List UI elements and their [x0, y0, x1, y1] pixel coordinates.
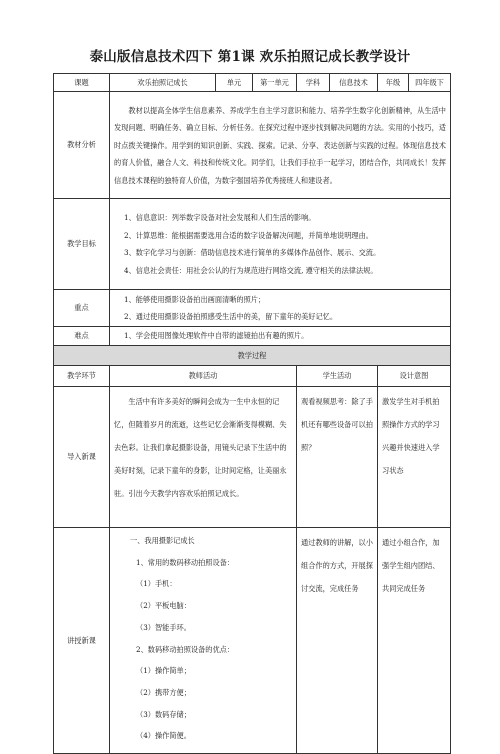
design-intent: 激发学生对手机拍照操作方式的学习兴趣并快速进入学习状态 [378, 387, 451, 528]
unit-value: 第一单元 [253, 74, 297, 92]
analysis-text: 教材以提高全体学生信息素养、养成学生自主学习意识和能力、培养学生数字化创新精神，从生活中发现问题、明确任务、确立目标、分析任务。在探究过程中逐步找到解决问题的方法。实用的小技巧，适时点拨关键操作。用学到的知识创新、实践、探索。记录、分享、表达创新与实践的过程。体现信息技术的育人价值，融合人文、科技和传统文化。同学们，让我们手拉手一起学习，团结合作，共同成长！发挥信息技术课程的独特育人价值，为数字强国培养优秀接班人和建设者。 [110, 92, 451, 199]
col-step: 教学环节 [54, 366, 110, 387]
col-student: 学生活动 [297, 366, 378, 387]
teacher-line: （1）手机： [136, 579, 177, 589]
difficulty-item: 1、学会使用图像处理软件中自带的滤镜拍出有趣的照片。 [124, 331, 309, 341]
process-heading-row [54, 346, 451, 366]
student-activity: 观看视频思考：除了手机还有哪些设备可以拍照？ [297, 387, 378, 528]
header-row [54, 74, 451, 92]
col-design: 设计意图 [378, 366, 451, 387]
teacher-line: （3）数码存储； [136, 709, 191, 719]
key-point-item: 2、通过使用摄影设备拍照感受生活中的美，留下童年的美好记忆。 [124, 312, 338, 321]
key-point-item: 1、能够使用摄影设备拍出画面清晰的照片； [124, 294, 266, 304]
process-heading: 教学过程 [54, 346, 451, 366]
objective-item: 2、计算思维：能根据需要选用合适的数字设备解决问题，并简单地说明理由。 [124, 230, 373, 240]
teacher-line: （1）操作简单； [136, 666, 191, 676]
teacher-line: 1、常用的数码移动拍照设备： [136, 557, 235, 567]
subject-value: 信息技术 [330, 74, 378, 92]
difficulty-label: 难点 [54, 327, 110, 346]
difficulty-row [54, 327, 451, 346]
teacher-line: 一、我用摄影记成长 [130, 536, 195, 545]
analysis-row [54, 92, 451, 199]
topic-value: 欢乐拍照记成长 [110, 74, 216, 92]
teacher-activity [110, 528, 297, 754]
step-label: 讲授新课 [54, 528, 110, 754]
teacher-line: （3）智能手环。 [136, 622, 191, 632]
grade-value: 四年级下 [409, 74, 451, 92]
difficulty-list [110, 327, 451, 346]
objectives-label: 教学目标 [54, 199, 110, 290]
key-points-label: 重点 [54, 290, 110, 327]
teacher-line: （4）操作简便。 [136, 731, 191, 741]
objective-item: 3、数字化学习与创新：借助信息技术进行简单的多媒体作品创作、展示、交流。 [124, 248, 381, 257]
design-intent: 通过小组合作，加强学生组内团结、共同完成任务 [378, 528, 451, 754]
teacher-line: （2）携带方便； [136, 687, 191, 697]
objectives-list [110, 199, 451, 290]
key-points-row [54, 290, 451, 327]
objective-item: 1、信息意识：列举数字设备对社会发展和人们生活的影响。 [124, 213, 316, 222]
objectives-row [54, 199, 451, 290]
teacher-activity-text: 生活中有许多美好的瞬间会成为一生中永恒的记忆，但随着岁月的流逝，这些记忆会渐渐变得模糊、失去色彩。让我们拿起摄影设备，用镜头记录下生活中的美好时刻，记录下童年的身影，让时间定格，让美丽永驻。引出今天教学内容欢乐拍照记成长。 [114, 397, 287, 498]
col-teacher: 教师活动 [110, 366, 297, 387]
subject-label: 学科 [297, 74, 330, 92]
process-row-new [54, 528, 451, 754]
teacher-activity [110, 387, 297, 528]
process-columns-row [54, 366, 451, 387]
page-title: 泰山版信息技术四下 第1课 欢乐拍照记成长教学设计 [89, 49, 411, 65]
objective-item: 4、信息社会责任：用社会公认的行为规范进行网络交流, 遵守相关的法律法规。 [124, 265, 378, 275]
key-points-list [110, 290, 451, 327]
topic-label: 课题 [54, 74, 110, 92]
grade-label: 年级 [378, 74, 409, 92]
lesson-plan-table [53, 73, 451, 754]
student-activity: 通过教师的讲解，以小组合作的方式，开展探讨交流，完成任务 [297, 528, 378, 754]
unit-label: 单元 [216, 74, 253, 92]
process-row-intro [54, 387, 451, 528]
step-label: 导入新课 [54, 387, 110, 528]
teacher-line: 2、数码移动拍照设备的优点： [136, 644, 235, 654]
analysis-label: 教材分析 [54, 92, 110, 199]
teacher-line: （2）平板电脑： [136, 601, 191, 611]
